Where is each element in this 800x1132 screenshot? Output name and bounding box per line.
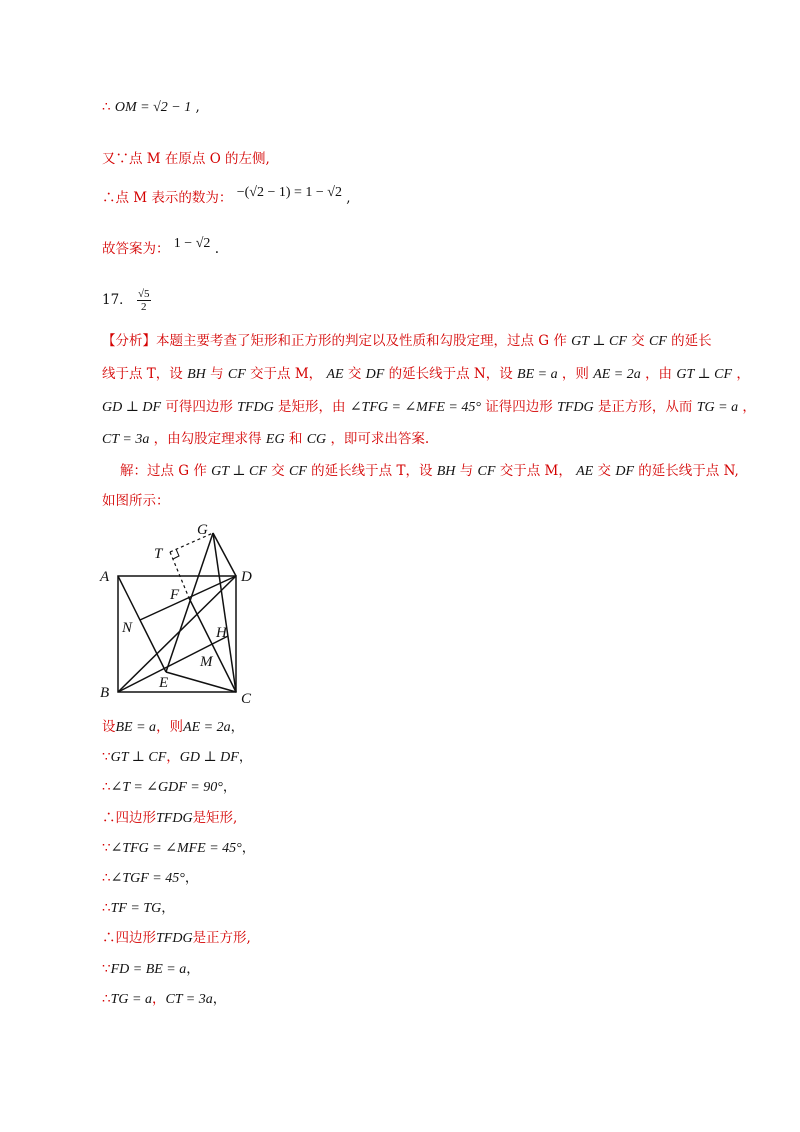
analysis-line-3: GD ⊥ DF 可得四边形 TFDG 是矩形，由 ∠TFG = ∠MFE = 45° 证得四边形 TFDG 是正方形，从而 TG = a ，: [102, 399, 756, 415]
proof-step: [102, 929, 251, 948]
proof-step-suffix: ，: [241, 839, 256, 856]
proof-step-prefix: ∴: [102, 900, 111, 917]
label-m: M: [200, 654, 213, 670]
proof-step-mid: ，则: [156, 719, 184, 735]
analysis-line-1: 【分析】本题主要考查了矩形和正方形的判定以及性质和勾股定理，过点 G 作 GT ⊥ CF 交 CF 的延长: [102, 333, 712, 349]
solution-line-1: 解：过点 G 作 GT ⊥ CF 交 CF 的延长线于点 T，设 BH 与 CF 交于点 M， AE 交 DF 的延长线于点 N,: [120, 463, 739, 479]
solution-line-2: 如图所示：: [102, 493, 170, 509]
proof-step: [102, 809, 237, 828]
proof-step-math: ∠TGF = 45°: [110, 871, 185, 886]
proof-step-prefix: ∵: [102, 960, 111, 977]
proof-step-suffix: ，: [222, 779, 237, 796]
math-om: OM = √2 − 1: [114, 100, 192, 115]
line-left-side: 又∵点 M 在原点 O 的左侧,: [102, 151, 270, 167]
proof-step: [102, 869, 198, 888]
proof-step-math: TG = a: [110, 991, 152, 1007]
proof-step-math2: AE = 2a: [183, 720, 231, 735]
proof-step: [102, 990, 226, 1009]
label-e: E: [159, 675, 169, 691]
proof-step-suffix: ，: [212, 990, 227, 1007]
proof-step: [102, 839, 255, 858]
label-h: H: [216, 625, 227, 641]
proof-step-mid: ，: [166, 749, 180, 766]
label-a: A: [100, 569, 110, 585]
proof-step-suffix: ，: [238, 749, 253, 766]
proof-step: [102, 718, 244, 737]
right-angle-mark: [173, 549, 179, 559]
proof-step-prefix: ∴: [102, 990, 111, 1007]
proof-step-mid: 是矩形,: [192, 809, 238, 826]
proof-step: [102, 778, 236, 797]
proof-step-mid: 是正方形,: [192, 930, 251, 947]
label-c: C: [241, 691, 252, 707]
label-b: B: [100, 685, 110, 701]
math-answer: 1 − √2: [173, 236, 211, 251]
proof-step-prefix: ∴四边形: [102, 809, 156, 826]
proof-step-suffix: ，: [184, 870, 199, 886]
label-d: D: [241, 569, 252, 585]
proof-step: [102, 748, 252, 767]
proof-step-prefix: ∵: [102, 839, 111, 856]
geometry-diagram: [96, 520, 276, 710]
proof-step-math: FD = BE = a: [110, 961, 187, 977]
proof-step-math: ∠TFG = ∠MFE = 45°: [110, 840, 242, 856]
proof-step-math: BE = a: [115, 720, 157, 735]
proof-step: [102, 899, 175, 918]
proof-step-suffix: ，: [161, 900, 175, 917]
proof-step-prefix: ∴: [102, 779, 111, 796]
label-f: F: [170, 587, 180, 603]
proof-step-prefix: ∴: [102, 870, 111, 886]
fraction-answer: $\frac{√5}{2}$: [137, 288, 150, 313]
question-17: 17． $\frac{√5}{2}$: [102, 288, 150, 313]
analysis-line-4: CT = 3a ，由勾股定理求得 EG 和 CG ，即可求出答案.: [102, 431, 430, 447]
proof-step-prefix: ∴四边形: [102, 930, 156, 947]
line-answer: 故答案为： 1 − √2 .: [102, 236, 219, 257]
proof-step-prefix: ∵: [102, 749, 111, 766]
proof-step-prefix: 设: [102, 719, 116, 735]
segment-ec: [166, 672, 236, 692]
proof-step-suffix: ，: [230, 719, 245, 735]
segment-nd: [140, 576, 236, 620]
proof-step-suffix: ，: [186, 960, 200, 977]
line-m-value: ∴点 M 表示的数为： −(√2 − 1) = 1 − √2 ,: [102, 185, 351, 206]
proof-step-math2: GD ⊥ DF: [179, 750, 239, 766]
label-t: T: [154, 546, 163, 562]
proof-step: [102, 960, 200, 979]
math-m-value: −(√2 − 1) = 1 − √2: [236, 185, 342, 200]
label-n: N: [122, 620, 133, 636]
proof-step-math: TFDG: [156, 931, 193, 947]
label-g: G: [197, 522, 208, 538]
proof-step-math: GT ⊥ CF: [110, 750, 167, 766]
proof-step-mid: ，: [151, 990, 166, 1007]
proof-step-math2: CT = 3a: [165, 991, 213, 1007]
analysis-line-2: 线于点 T，设 BH 与 CF 交于点 M， AE 交 DF 的延长线于点 N，设 BE = a ，则 AE = 2a ，由 GT ⊥ CF ，: [102, 366, 750, 382]
proof-step-math: TFDG: [156, 810, 193, 826]
proof-step-math: ∠T = ∠GDF = 90°: [110, 780, 223, 796]
line-om: ∴ OM = √2 − 1 ,: [102, 99, 200, 115]
proof-step-math: TF = TG: [110, 901, 162, 917]
